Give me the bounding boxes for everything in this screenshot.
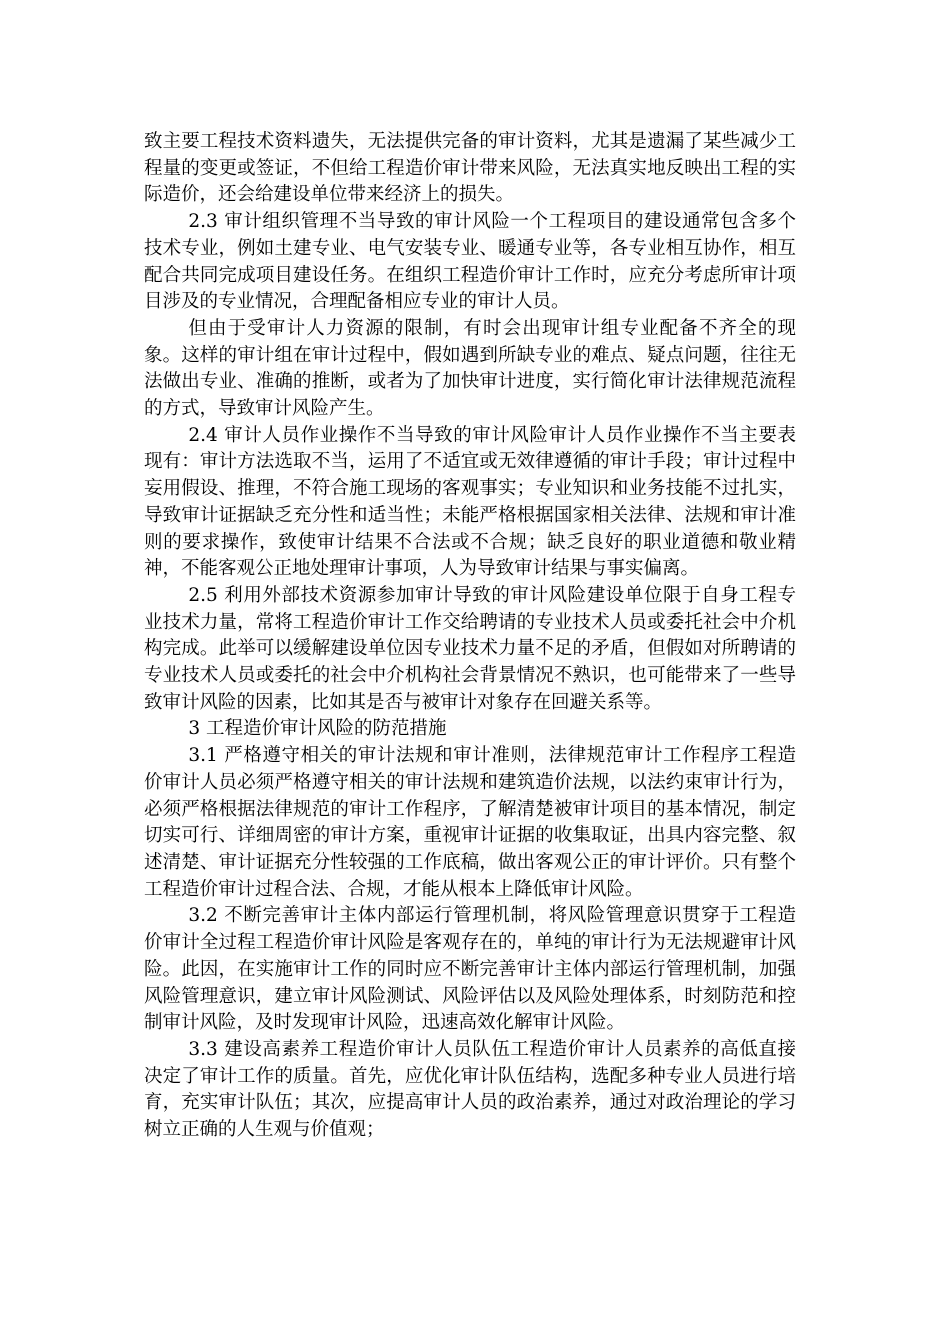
paragraph-section-3-1: 3.1 严格遵守相关的审计法规和审计准则，法律规范审计工作程序工程造价审计人员必须严格遵守相关的审计法规和建筑造价法规，以法约束审计行为，必须严格根据法律规范的审计工作程序，了解清楚被审计项目的基本情况，制定切实可行、详细周密的审计方案，重视审计证据的收集取证，出具内容完整、叙述清楚、审计证据充分性较强的工作底稿，做出客观公正的审计评价。只有整个工程造价审计过程合法、合规，才能从根本上降低审计风险。: [144, 745, 796, 900]
paragraph-section-3-3: 3.3 建设高素养工程造价审计人员队伍工程造价审计人员素养的高低直接决定了审计工作的质量。首先，应优化审计队伍结构，选配多种专业人员进行培育，充实审计队伍；其次，应提高审计人员的政治素养，通过对政治理论的学习树立正确的人生观与价值观；: [144, 1038, 796, 1141]
paragraph-continuation: 致主要工程技术资料遗失，无法提供完备的审计资料，尤其是遗漏了某些减少工程量的变更或签证，不但给工程造价审计带来风险，无法真实地反映出工程的实际造价，还会给建设单位带来经济上的损失。: [144, 131, 796, 206]
paragraph-section-2-3: 2.3 审计组织管理不当导致的审计风险一个工程项目的建设通常包含多个技术专业，例如土建专业、电气安装专业、暖通专业等，各专业相互协作，相互配合共同完成项目建设任务。在组织工程造价审计工作时，应充分考虑所审计项目涉及的专业情况，合理配备相应专业的审计人员。: [144, 211, 796, 313]
paragraph-section-2-5: 2.5 利用外部技术资源参加审计导致的审计风险建设单位限于自身工程专业技术力量，常将工程造价审计工作交给聘请的专业技术人员或委托社会中介机构完成。此举可以缓解建设单位因专业技术力量不足的矛盾，但假如对所聘请的专业技术人员或委托的社会中介机构社会背景情况不熟识，也可能带来了一些导致审计风险的因素，比如其是否与被审计对象存在回避关系等。: [144, 584, 796, 713]
paragraph-section-2-3-cont: 但由于受审计人力资源的限制，有时会出现审计组专业配备不齐全的现象。这样的审计组在审计过程中，假如遇到所缺专业的难点、疑点问题，往往无法做出专业、准确的推断，或者为了加快审计进度，实行简化审计法律规范流程的方式，导致审计风险产生。: [144, 317, 796, 420]
paragraph-section-3-2: 3.2 不断完善审计主体内部运行管理机制，将风险管理意识贯穿于工程造价审计全过程工程造价审计风险是客观存在的，单纯的审计行为无法规避审计风险。此因，在实施审计工作的同时应不断完善审计主体内部运行管理机制，加强风险管理意识，建立审计风险测试、风险评估以及风险处理体系，时刻防范和控制审计风险，及时发现审计风险，迅速高效化解审计风险。: [144, 905, 796, 1034]
paragraph-section-2-4: 2.4 审计人员作业操作不当导致的审计风险审计人员作业操作不当主要表现有：审计方法选取不当，运用了不适宜或无效律遵循的审计手段；审计过程中妄用假设、推理，不符合施工现场的客观事实；专业知识和业务技能不过扎实，导致审计证据缺乏充分性和适当性；未能严格根据国家相关法律、法规和审计准则的要求操作，致使审计结果不合法或不合规；缺乏良好的职业道德和敬业精神，不能客观公正地处理审计事项，人为导致审计结果与事实偏离。: [144, 424, 796, 580]
document-page: [144, 129, 796, 1144]
section-heading-3: 3 工程造价审计风险的防范措施: [188, 718, 447, 740]
